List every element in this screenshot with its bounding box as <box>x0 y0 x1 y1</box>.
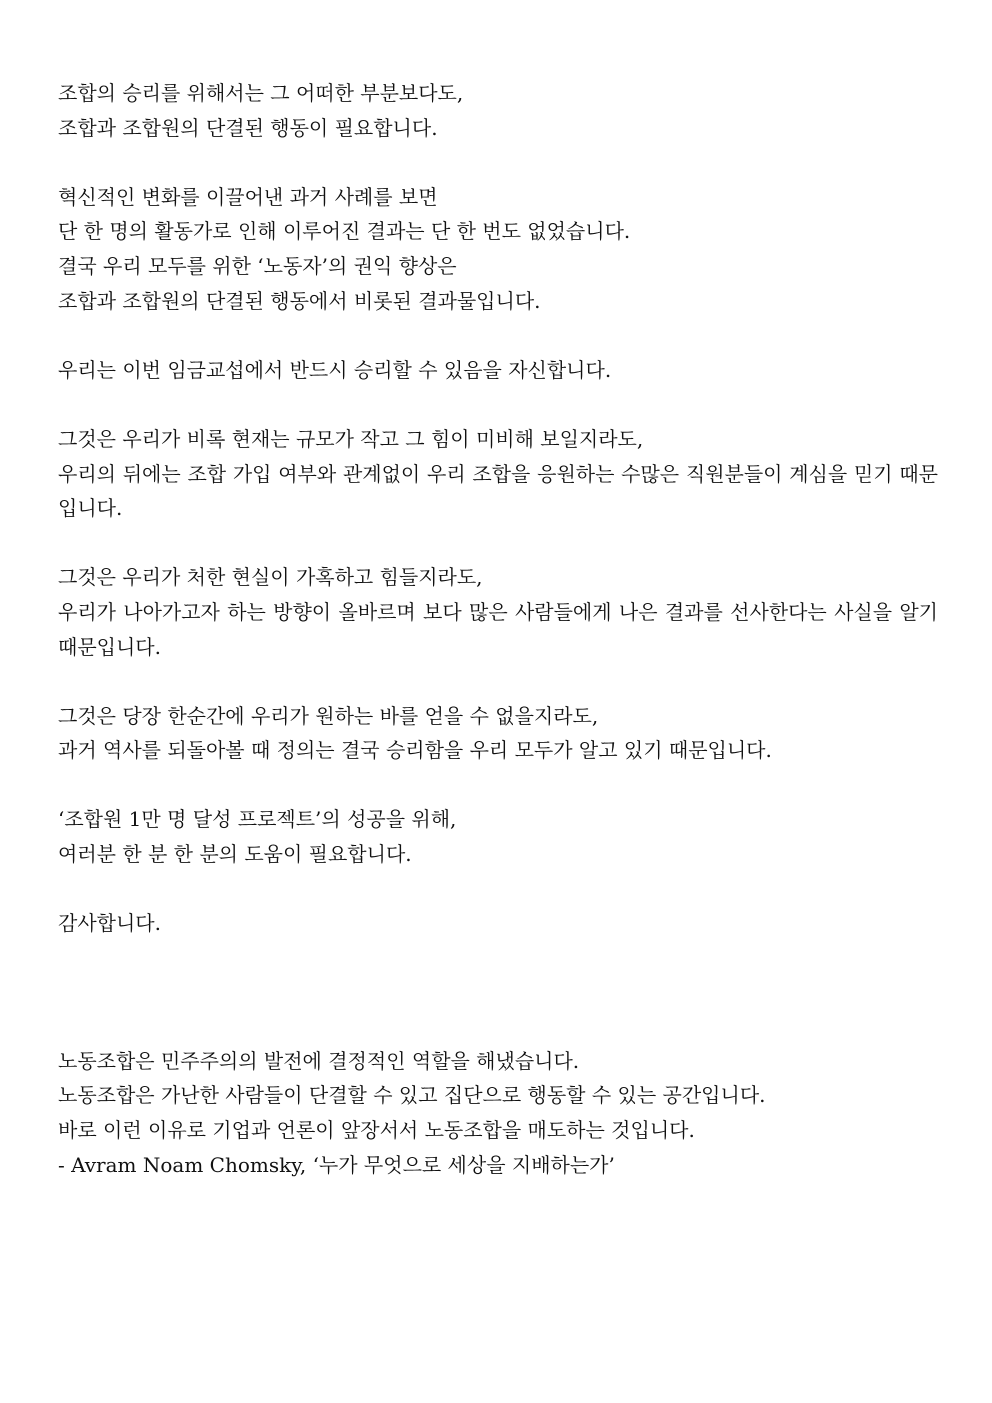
text-line: 그것은 당장 한순간에 우리가 원하는 바를 얻을 수 없을지라도, <box>58 703 599 728</box>
paragraph-union-victory <box>58 76 938 145</box>
text-line: 그것은 우리가 비록 현재는 규모가 작고 그 힘이 미비해 보일지라도, <box>58 426 644 451</box>
text-line: 조합의 승리를 위해서는 그 어떠한 부분보다도, <box>58 81 464 105</box>
text-line: 우리는 이번 임금교섭에서 반드시 승리할 수 있음을 자신합니다. <box>58 357 612 382</box>
document-body <box>58 76 938 1182</box>
quote-block <box>58 1044 938 1182</box>
text-line: ‘조합원 1만 명 달성 프로젝트’의 성공을 위해, <box>58 807 457 832</box>
text-wrapped: 우리가 나아가고자 하는 방향이 올바르며 보다 많은 사람들에게 나은 결과를 선사한다는 사실을 알기 때문입니다. <box>58 599 938 659</box>
text-line: 조합과 조합원의 단결된 행동에서 비롯된 결과물입니다. <box>58 288 541 313</box>
paragraph-past-cases <box>58 180 938 318</box>
paragraph-wage-negotiation <box>58 353 938 388</box>
paragraph-project <box>58 802 938 871</box>
paragraph-supporters <box>58 422 938 526</box>
paragraph-closing <box>58 906 938 941</box>
closing-text: 감사합니다. <box>58 911 161 936</box>
text-line: 여러분 한 분 한 분의 도움이 필요합니다. <box>58 842 412 867</box>
text-wrapped: 우리의 뒤에는 조합 가입 여부와 관계없이 우리 조합을 응원하는 수많은 직원분들이 계심을 믿기 때문입니다. <box>58 461 938 521</box>
text-line: 과거 역사를 되돌아볼 때 정의는 결국 승리함을 우리 모두가 알고 있기 때문입니다. <box>58 738 772 763</box>
paragraph-justice <box>58 699 938 768</box>
paragraph-direction <box>58 560 938 664</box>
text-line: 혁신적인 변화를 이끌어낸 과거 사례를 보면 <box>58 184 438 209</box>
quote-line: 노동조합은 민주주의의 발전에 결정적인 역할을 해냈습니다. <box>58 1048 580 1073</box>
section-gap <box>58 941 938 1044</box>
quote-attribution: - Avram Noam Chomsky, ‘누가 무엇으로 세상을 지배하는가’ <box>58 1152 615 1177</box>
quote-line: 노동조합은 가난한 사람들이 단결할 수 있고 집단으로 행동할 수 있는 공간입니다. <box>58 1083 766 1108</box>
text-line: 조합과 조합원의 단결된 행동이 필요합니다. <box>58 115 438 140</box>
text-line: 단 한 명의 활동가로 인해 이루어진 결과는 단 한 번도 없었습니다. <box>58 219 631 244</box>
text-line: 결국 우리 모두를 위한 ‘노동자’의 권익 향상은 <box>58 253 457 278</box>
text-line: 그것은 우리가 처한 현실이 가혹하고 힘들지라도, <box>58 565 483 590</box>
quote-line: 바로 이런 이유로 기업과 언론이 앞장서서 노동조합을 매도하는 것입니다. <box>58 1118 695 1143</box>
